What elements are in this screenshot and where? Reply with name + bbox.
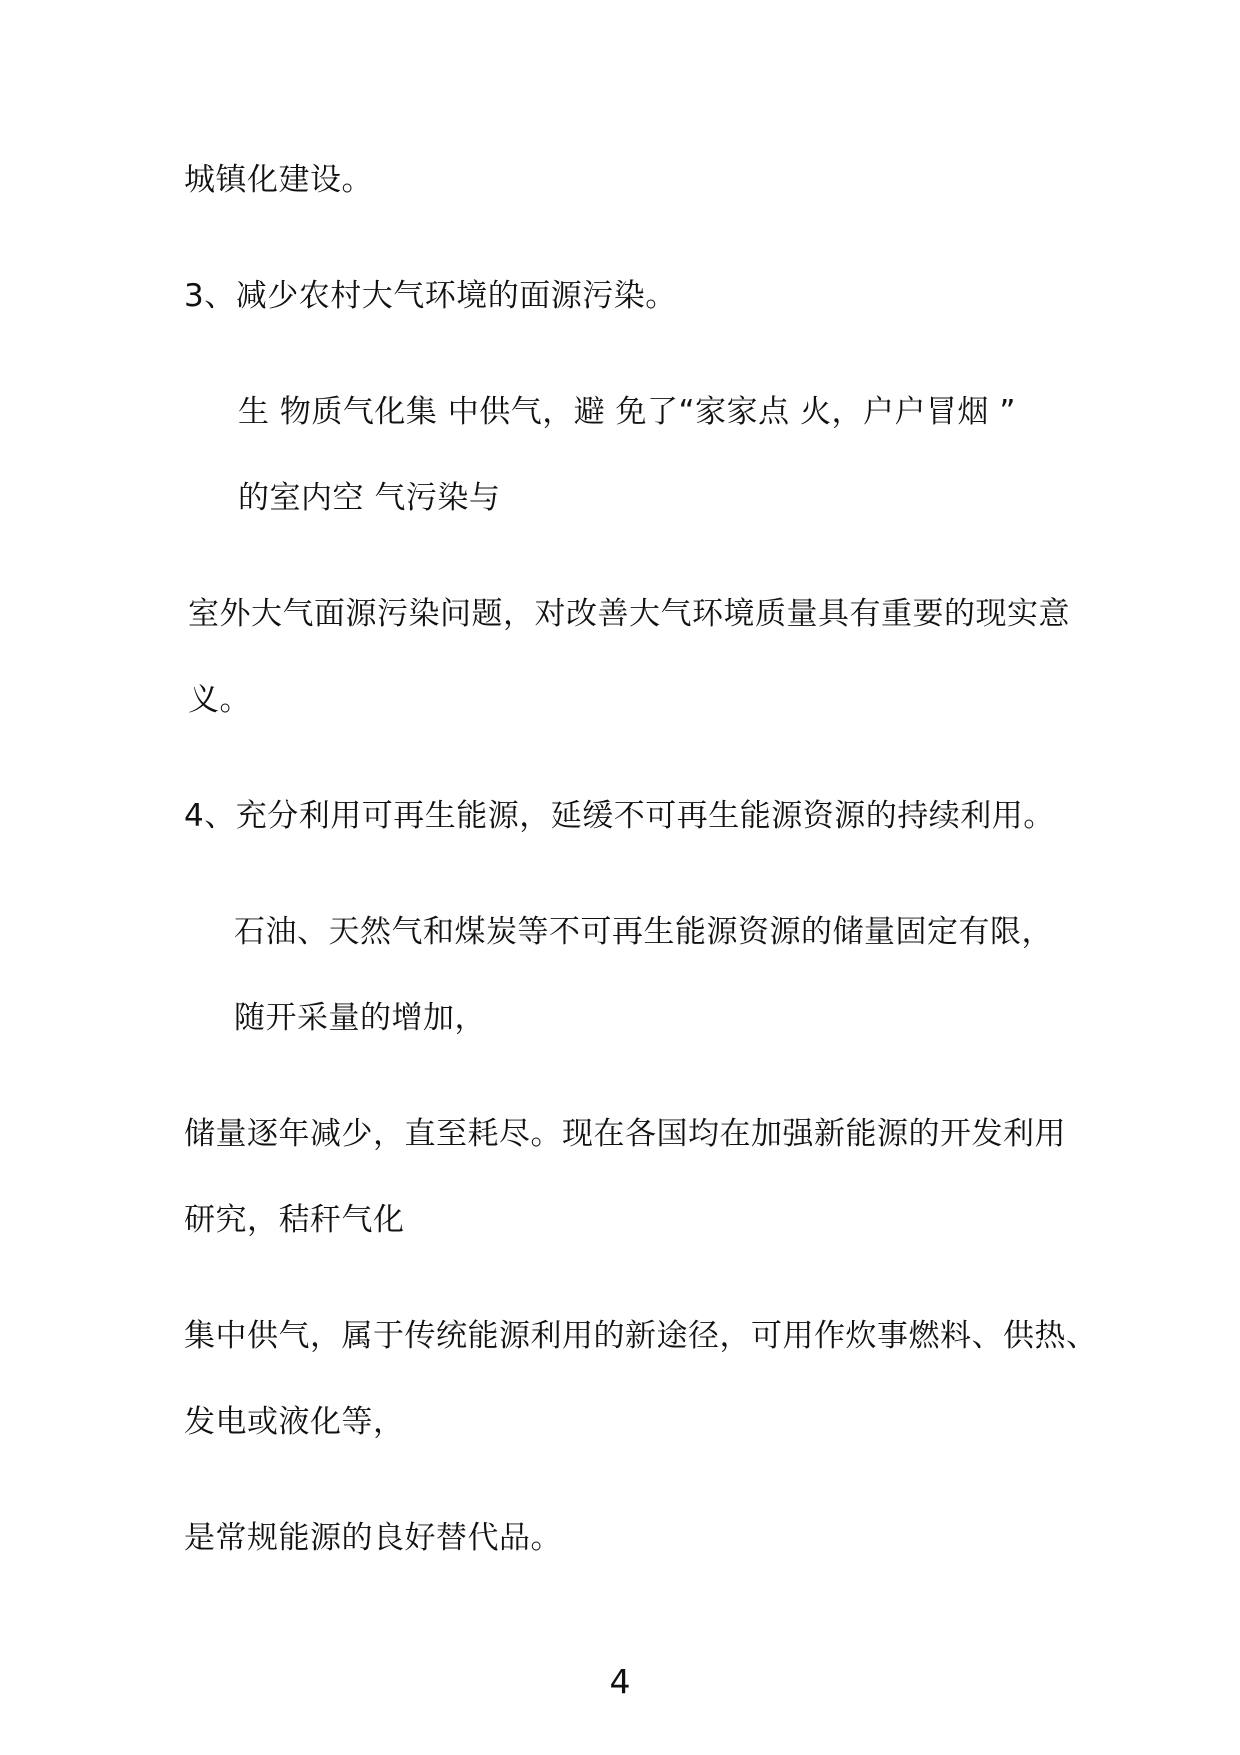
paragraph-line: 发电或液化等， (184, 1404, 405, 1440)
paragraph-line: 储量逐年减少，直至耗尽。现在各国均在加强新能源的开发利用 (184, 1116, 1066, 1152)
section-heading: 3、减少农村大气环境的面源污染。 (184, 278, 677, 314)
paragraph-line: 的室内空 气污染与 (238, 480, 501, 516)
page-number: 4 (609, 1662, 631, 1701)
section-heading: 4、充分利用可再生能源，延缓不可再生能源资源的持续利用。 (184, 798, 1055, 834)
paragraph-line: 义。 (188, 682, 251, 718)
paragraph-line: 研究，秸秆气化 (184, 1202, 405, 1238)
paragraph-line: 集中供气，属于传统能源利用的新途径，可用作炊事燃料、供热、 (184, 1318, 1098, 1354)
paragraph-line: 随开采量的增加， (234, 1000, 486, 1036)
paragraph-line: 室外大气面源污染问题，对改善大气环境质量具有重要的现实意 (188, 596, 1070, 632)
paragraph-line: 是常规能源的良好替代品。 (184, 1520, 562, 1556)
paragraph-line: 城镇化建设。 (184, 162, 373, 198)
paragraph-line: 生 物质气化集 中供气，避 免了“家家点 火，户户冒烟 ” (238, 394, 1016, 430)
paragraph-line: 石油、天然气和煤炭等不可再生能源资源的储量固定有限， (234, 914, 1053, 950)
